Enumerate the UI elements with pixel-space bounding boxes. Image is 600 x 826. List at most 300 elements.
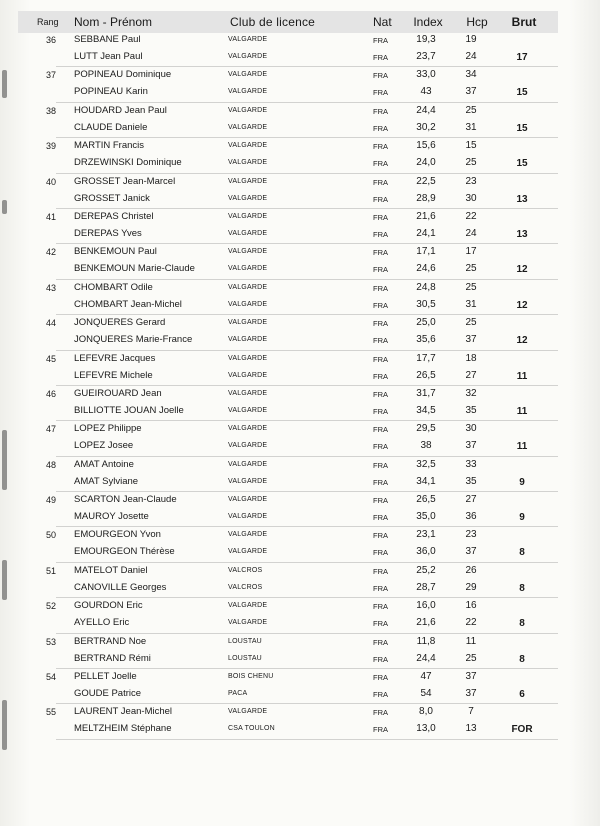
header-club: Club de licence bbox=[230, 15, 316, 29]
team-pair bbox=[18, 244, 558, 279]
handicap-cell: 25 bbox=[465, 652, 477, 664]
nationality-cell: FRA bbox=[373, 425, 388, 435]
nationality-cell: FRA bbox=[373, 477, 388, 487]
handicap-cell: 34 bbox=[465, 69, 477, 81]
nationality-cell: FRA bbox=[373, 300, 388, 310]
index-cell: 13,0 bbox=[416, 723, 436, 735]
player-name-cell: SCARTON Jean-Claude bbox=[74, 494, 177, 506]
nationality-cell: FRA bbox=[373, 354, 388, 364]
table-row bbox=[18, 386, 558, 403]
handicap-cell: 25 bbox=[465, 104, 477, 116]
table-row bbox=[18, 351, 558, 368]
club-cell: VALGARDE bbox=[228, 406, 268, 414]
index-cell: 23,1 bbox=[416, 529, 436, 541]
brut-score-cell: 6 bbox=[519, 689, 525, 701]
player-name-cell: BILLIOTTE JOUAN Joelle bbox=[74, 404, 184, 416]
handicap-cell: 37 bbox=[465, 86, 477, 98]
handicap-cell: 27 bbox=[465, 369, 477, 381]
nationality-cell: FRA bbox=[373, 548, 388, 558]
index-cell: 28,9 bbox=[416, 192, 436, 204]
table-row bbox=[18, 332, 558, 349]
rank-cell: 53 bbox=[46, 636, 57, 647]
nationality-cell: FRA bbox=[373, 319, 388, 329]
club-cell: VALGARDE bbox=[228, 602, 268, 610]
table-row bbox=[18, 721, 558, 738]
brut-score-cell: 13 bbox=[516, 228, 528, 240]
club-cell: VALGARDE bbox=[228, 229, 268, 237]
club-cell: BOIS CHENU bbox=[228, 673, 274, 681]
handicap-cell: 22 bbox=[465, 617, 477, 629]
brut-score-cell: 12 bbox=[516, 335, 528, 347]
rank-cell: 37 bbox=[46, 70, 57, 81]
player-name-cell: EMOURGEON Yvon bbox=[74, 529, 161, 541]
handicap-cell: 26 bbox=[465, 564, 477, 576]
player-name-cell: GOUDE Patrice bbox=[74, 688, 142, 700]
table-row bbox=[18, 244, 558, 261]
nationality-cell: FRA bbox=[373, 602, 388, 612]
index-cell: 35,6 bbox=[416, 334, 436, 346]
table-row bbox=[18, 544, 558, 561]
rank-cell: 43 bbox=[46, 282, 57, 293]
rank-cell: 40 bbox=[46, 176, 57, 187]
club-cell: VALGARDE bbox=[228, 88, 268, 96]
brut-score-cell: 15 bbox=[516, 122, 528, 134]
table-row bbox=[18, 509, 558, 526]
nationality-cell: FRA bbox=[373, 637, 388, 647]
handicap-cell: 17 bbox=[465, 246, 477, 258]
rank-cell: 36 bbox=[46, 35, 57, 45]
player-name-cell: DEREPAS Yves bbox=[74, 227, 142, 239]
index-cell: 23,7 bbox=[416, 51, 436, 62]
header-brut: Brut bbox=[511, 15, 537, 29]
club-cell: VALGARDE bbox=[228, 389, 268, 397]
nationality-cell: FRA bbox=[373, 336, 388, 346]
team-pair bbox=[18, 704, 558, 739]
club-cell: VALGARDE bbox=[228, 159, 268, 167]
index-cell: 36,0 bbox=[416, 546, 436, 558]
handicap-cell: 29 bbox=[465, 581, 477, 593]
index-cell: 24,0 bbox=[416, 157, 436, 169]
header-name: Nom - Prénom bbox=[74, 15, 153, 29]
index-cell: 30,5 bbox=[416, 298, 436, 310]
table-row bbox=[18, 138, 558, 155]
rank-cell: 41 bbox=[46, 211, 57, 222]
table-row bbox=[18, 191, 558, 208]
table-row bbox=[18, 67, 558, 84]
player-name-cell: JONQUERES Gerard bbox=[74, 317, 166, 329]
header-index: Index bbox=[413, 15, 443, 29]
index-cell: 25,2 bbox=[416, 564, 436, 576]
table-row bbox=[18, 209, 558, 226]
nationality-cell: FRA bbox=[373, 673, 388, 683]
club-cell: VALCROS bbox=[228, 583, 263, 591]
scan-edge-mark bbox=[2, 430, 7, 490]
nationality-cell: FRA bbox=[373, 53, 388, 62]
nationality-cell: FRA bbox=[373, 212, 388, 222]
player-name-cell: CANOVILLE Georges bbox=[74, 581, 167, 593]
nationality-cell: FRA bbox=[373, 36, 388, 45]
index-cell: 17,7 bbox=[416, 352, 436, 364]
handicap-cell: 35 bbox=[465, 404, 477, 416]
index-cell: 16,0 bbox=[416, 600, 436, 612]
club-cell: VALGARDE bbox=[228, 194, 268, 202]
table-row bbox=[18, 49, 558, 66]
nationality-cell: FRA bbox=[373, 229, 388, 239]
scan-edge-mark bbox=[2, 70, 7, 98]
player-name-cell: AMAT Sylviane bbox=[74, 475, 139, 487]
player-name-cell: MAUROY Josette bbox=[74, 511, 149, 523]
index-cell: 38 bbox=[420, 440, 432, 452]
player-name-cell: LUTT Jean Paul bbox=[74, 51, 143, 62]
handicap-cell: 13 bbox=[465, 723, 477, 735]
nationality-cell: FRA bbox=[373, 71, 388, 81]
club-cell: VALGARDE bbox=[228, 513, 268, 521]
player-name-cell: BERTRAND Rémi bbox=[74, 652, 151, 664]
club-cell: VALGARDE bbox=[228, 531, 268, 539]
brut-score-cell: 11 bbox=[516, 405, 528, 417]
nationality-cell: FRA bbox=[373, 460, 388, 470]
index-cell: 19,3 bbox=[416, 34, 436, 45]
table-row bbox=[18, 315, 558, 332]
table-row bbox=[18, 32, 558, 49]
handicap-cell: 30 bbox=[465, 423, 477, 435]
brut-score-cell: 11 bbox=[516, 441, 528, 453]
table-row bbox=[18, 563, 558, 580]
club-cell: LOUSTAU bbox=[228, 654, 262, 662]
nationality-cell: FRA bbox=[373, 283, 388, 293]
index-cell: 54 bbox=[420, 688, 432, 700]
club-cell: VALGARDE bbox=[228, 319, 268, 327]
player-name-cell: PELLET Joelle bbox=[74, 671, 137, 683]
club-cell: VALGARDE bbox=[228, 212, 268, 220]
header-nat: Nat bbox=[373, 15, 392, 29]
player-name-cell: GUEIROUARD Jean bbox=[74, 387, 162, 399]
club-cell: VALGARDE bbox=[228, 371, 268, 379]
nationality-cell: FRA bbox=[373, 389, 388, 399]
player-name-cell: BENKEMOUN Paul bbox=[74, 246, 157, 258]
team-pair bbox=[18, 386, 558, 421]
table-row bbox=[18, 84, 558, 101]
club-cell: VALGARDE bbox=[228, 548, 268, 556]
brut-score-cell: 8 bbox=[519, 582, 525, 594]
handicap-cell: 36 bbox=[465, 511, 477, 523]
rank-cell: 38 bbox=[46, 105, 57, 116]
club-cell: VALGARDE bbox=[228, 123, 268, 131]
nationality-cell: FRA bbox=[373, 265, 388, 275]
index-cell: 28,7 bbox=[416, 581, 436, 593]
team-pair bbox=[18, 32, 558, 67]
club-cell: VALGARDE bbox=[228, 283, 268, 291]
nationality-cell: FRA bbox=[373, 248, 388, 258]
rank-cell: 47 bbox=[46, 424, 57, 435]
handicap-cell: 25 bbox=[465, 281, 477, 293]
rank-cell: 44 bbox=[46, 318, 57, 329]
nationality-cell: FRA bbox=[373, 106, 388, 116]
index-cell: 24,1 bbox=[416, 227, 436, 239]
player-name-cell: MELTZHEIM Stéphane bbox=[74, 723, 172, 735]
handicap-cell: 37 bbox=[465, 688, 477, 700]
handicap-cell: 37 bbox=[465, 546, 477, 558]
table-row bbox=[18, 598, 558, 615]
index-cell: 21,6 bbox=[416, 617, 436, 629]
handicap-cell: 35 bbox=[465, 475, 477, 487]
rank-cell: 42 bbox=[46, 247, 57, 258]
player-name-cell: BERTRAND Noe bbox=[74, 635, 147, 647]
player-name-cell: EMOURGEON Thérèse bbox=[74, 546, 175, 558]
brut-score-cell: 8 bbox=[519, 547, 525, 559]
handicap-cell: 24 bbox=[465, 51, 477, 62]
nationality-cell: FRA bbox=[373, 159, 388, 169]
table-row bbox=[18, 120, 558, 137]
nationality-cell: FRA bbox=[373, 194, 388, 204]
results-table bbox=[18, 32, 558, 740]
table-row bbox=[18, 226, 558, 243]
brut-score-cell: 9 bbox=[519, 512, 525, 524]
team-pair bbox=[18, 492, 558, 527]
club-cell: VALGARDE bbox=[228, 71, 268, 79]
index-cell: 33,0 bbox=[416, 69, 436, 81]
handicap-cell: 23 bbox=[465, 175, 477, 187]
table-row bbox=[18, 686, 558, 703]
nationality-cell: FRA bbox=[373, 371, 388, 381]
club-cell: VALGARDE bbox=[228, 300, 268, 308]
club-cell: VALGARDE bbox=[228, 36, 268, 43]
team-pair bbox=[18, 315, 558, 350]
table-row bbox=[18, 580, 558, 597]
brut-score-cell: FOR bbox=[511, 724, 533, 736]
rank-cell: 49 bbox=[46, 495, 57, 506]
team-pair bbox=[18, 351, 558, 386]
player-name-cell: DEREPAS Christel bbox=[74, 210, 154, 222]
player-name-cell: GOURDON Eric bbox=[74, 600, 143, 612]
brut-score-cell: 11 bbox=[516, 370, 528, 382]
table-row bbox=[18, 174, 558, 191]
player-name-cell: CHOMBART Odile bbox=[74, 281, 153, 293]
club-cell: VALGARDE bbox=[228, 477, 268, 485]
handicap-cell: 25 bbox=[465, 317, 477, 329]
handicap-cell: 7 bbox=[468, 706, 474, 718]
index-cell: 26,5 bbox=[416, 494, 436, 506]
club-cell: VALGARDE bbox=[228, 708, 268, 716]
player-name-cell: DRZEWINSKI Dominique bbox=[74, 157, 182, 169]
club-cell: VALGARDE bbox=[228, 425, 268, 433]
table-row bbox=[18, 651, 558, 668]
handicap-cell: 30 bbox=[465, 192, 477, 204]
player-name-cell: CLAUDE Daniele bbox=[74, 121, 148, 133]
handicap-cell: 32 bbox=[465, 387, 477, 399]
player-name-cell: HOUDARD Jean Paul bbox=[74, 104, 167, 116]
handicap-cell: 11 bbox=[465, 635, 477, 647]
index-cell: 15,6 bbox=[416, 140, 436, 152]
team-pair bbox=[18, 103, 558, 138]
index-cell: 24,6 bbox=[416, 263, 436, 275]
rank-cell: 45 bbox=[46, 353, 57, 364]
club-cell: PACA bbox=[228, 690, 248, 698]
team-pair bbox=[18, 421, 558, 456]
index-cell: 25,0 bbox=[416, 317, 436, 329]
handicap-cell: 19 bbox=[465, 34, 477, 45]
table-row bbox=[18, 669, 558, 686]
team-pair bbox=[18, 598, 558, 633]
nationality-cell: FRA bbox=[373, 123, 388, 133]
player-name-cell: LEFEVRE Jacques bbox=[74, 352, 156, 364]
team-pair bbox=[18, 67, 558, 102]
rank-cell: 46 bbox=[46, 388, 57, 399]
handicap-cell: 25 bbox=[465, 263, 477, 275]
nationality-cell: FRA bbox=[373, 88, 388, 98]
club-cell: VALGARDE bbox=[228, 106, 268, 114]
rank-cell: 50 bbox=[46, 530, 57, 541]
nationality-cell: FRA bbox=[373, 142, 388, 152]
brut-score-cell: 13 bbox=[516, 193, 528, 205]
index-cell: 17,1 bbox=[416, 246, 436, 258]
player-name-cell: SEBBANE Paul bbox=[74, 34, 141, 45]
player-name-cell: LOPEZ Josee bbox=[74, 440, 134, 452]
club-cell: VALGARDE bbox=[228, 496, 268, 504]
index-cell: 35,0 bbox=[416, 511, 436, 523]
table-header bbox=[18, 11, 558, 33]
nationality-cell: FRA bbox=[373, 531, 388, 541]
nationality-cell: FRA bbox=[373, 177, 388, 187]
player-name-cell: JONQUERES Marie-France bbox=[74, 334, 193, 346]
index-cell: 32,5 bbox=[416, 458, 436, 470]
table-row bbox=[18, 474, 558, 491]
index-cell: 47 bbox=[420, 671, 432, 683]
brut-score-cell: 9 bbox=[519, 476, 525, 488]
handicap-cell: 37 bbox=[465, 334, 477, 346]
club-cell: VALGARDE bbox=[228, 442, 268, 450]
nationality-cell: FRA bbox=[373, 442, 388, 452]
header-rang: Rang bbox=[37, 17, 59, 27]
nationality-cell: FRA bbox=[373, 725, 388, 735]
index-cell: 8,0 bbox=[419, 706, 433, 718]
club-cell: VALGARDE bbox=[228, 354, 268, 362]
brut-score-cell: 15 bbox=[516, 87, 528, 99]
handicap-cell: 22 bbox=[465, 210, 477, 222]
handicap-cell: 16 bbox=[465, 600, 477, 612]
team-pair bbox=[18, 669, 558, 704]
club-cell: VALGARDE bbox=[228, 177, 268, 185]
team-pair bbox=[18, 174, 558, 209]
nationality-cell: FRA bbox=[373, 566, 388, 576]
handicap-cell: 27 bbox=[465, 494, 477, 506]
index-cell: 24,8 bbox=[416, 281, 436, 293]
player-name-cell: MATELOT Daniel bbox=[74, 564, 148, 576]
player-name-cell: LEFEVRE Michele bbox=[74, 369, 153, 381]
player-name-cell: AMAT Antoine bbox=[74, 458, 134, 470]
index-cell: 34,1 bbox=[416, 475, 436, 487]
club-cell: VALGARDE bbox=[228, 336, 268, 344]
nationality-cell: FRA bbox=[373, 513, 388, 523]
table-row bbox=[18, 297, 558, 314]
table-row bbox=[18, 615, 558, 632]
table-row bbox=[18, 457, 558, 474]
club-cell: CSA TOULON bbox=[228, 725, 275, 733]
scan-edge-mark bbox=[2, 560, 7, 600]
team-pair bbox=[18, 634, 558, 669]
player-name-cell: AYELLO Eric bbox=[74, 617, 130, 629]
team-pair bbox=[18, 527, 558, 562]
nationality-cell: FRA bbox=[373, 619, 388, 629]
index-cell: 26,5 bbox=[416, 369, 436, 381]
handicap-cell: 18 bbox=[465, 352, 477, 364]
rank-cell: 51 bbox=[46, 565, 57, 576]
index-cell: 30,2 bbox=[416, 121, 436, 133]
rank-cell: 54 bbox=[46, 672, 57, 683]
table-row bbox=[18, 103, 558, 120]
player-name-cell: POPINEAU Karin bbox=[74, 86, 148, 98]
brut-score-cell: 12 bbox=[516, 264, 528, 276]
handicap-cell: 31 bbox=[465, 298, 477, 310]
rank-cell: 48 bbox=[46, 459, 57, 470]
nationality-cell: FRA bbox=[373, 496, 388, 506]
index-cell: 31,7 bbox=[416, 387, 436, 399]
player-name-cell: GROSSET Jean-Marcel bbox=[74, 175, 176, 187]
player-name-cell: BENKEMOUN Marie-Claude bbox=[74, 263, 195, 275]
player-name-cell: LAURENT Jean-Michel bbox=[74, 706, 173, 718]
table-row bbox=[18, 492, 558, 509]
index-cell: 24,4 bbox=[416, 652, 436, 664]
scan-edge-mark bbox=[2, 700, 7, 750]
handicap-cell: 31 bbox=[465, 121, 477, 133]
header-hcp: Hcp bbox=[466, 15, 488, 29]
table-row bbox=[18, 280, 558, 297]
index-cell: 22,5 bbox=[416, 175, 436, 187]
index-cell: 11,8 bbox=[416, 635, 436, 647]
brut-score-cell: 17 bbox=[516, 52, 528, 63]
handicap-cell: 25 bbox=[465, 157, 477, 169]
table-row bbox=[18, 634, 558, 651]
scan-edge-mark bbox=[2, 200, 7, 214]
club-cell: VALGARDE bbox=[228, 142, 268, 150]
table-row bbox=[18, 704, 558, 721]
table-row bbox=[18, 261, 558, 278]
nationality-cell: FRA bbox=[373, 406, 388, 416]
brut-score-cell: 8 bbox=[519, 618, 525, 630]
player-name-cell: CHOMBART Jean-Michel bbox=[74, 298, 182, 310]
club-cell: VALGARDE bbox=[228, 53, 268, 60]
team-pair bbox=[18, 457, 558, 492]
handicap-cell: 37 bbox=[465, 671, 477, 683]
club-cell: VALCROS bbox=[228, 566, 263, 574]
table-row bbox=[18, 368, 558, 385]
player-name-cell: POPINEAU Dominique bbox=[74, 69, 172, 81]
club-cell: LOUSTAU bbox=[228, 637, 262, 645]
nationality-cell: FRA bbox=[373, 690, 388, 700]
brut-score-cell: 12 bbox=[516, 299, 528, 311]
team-pair bbox=[18, 563, 558, 598]
handicap-cell: 24 bbox=[465, 227, 477, 239]
table-row bbox=[18, 421, 558, 438]
index-cell: 43 bbox=[420, 86, 432, 98]
index-cell: 29,5 bbox=[416, 423, 436, 435]
handicap-cell: 33 bbox=[465, 458, 477, 470]
rank-cell: 39 bbox=[46, 141, 57, 152]
table-row bbox=[18, 155, 558, 172]
player-name-cell: MARTIN Francis bbox=[74, 140, 145, 152]
nationality-cell: FRA bbox=[373, 654, 388, 664]
handicap-cell: 23 bbox=[465, 529, 477, 541]
club-cell: VALGARDE bbox=[228, 248, 268, 256]
player-name-cell: LOPEZ Philippe bbox=[74, 423, 142, 435]
nationality-cell: FRA bbox=[373, 708, 388, 718]
team-pair bbox=[18, 280, 558, 315]
brut-score-cell: 8 bbox=[519, 653, 525, 665]
table-row bbox=[18, 403, 558, 420]
team-pair bbox=[18, 209, 558, 244]
index-cell: 24,4 bbox=[416, 104, 436, 116]
handicap-cell: 37 bbox=[465, 440, 477, 452]
